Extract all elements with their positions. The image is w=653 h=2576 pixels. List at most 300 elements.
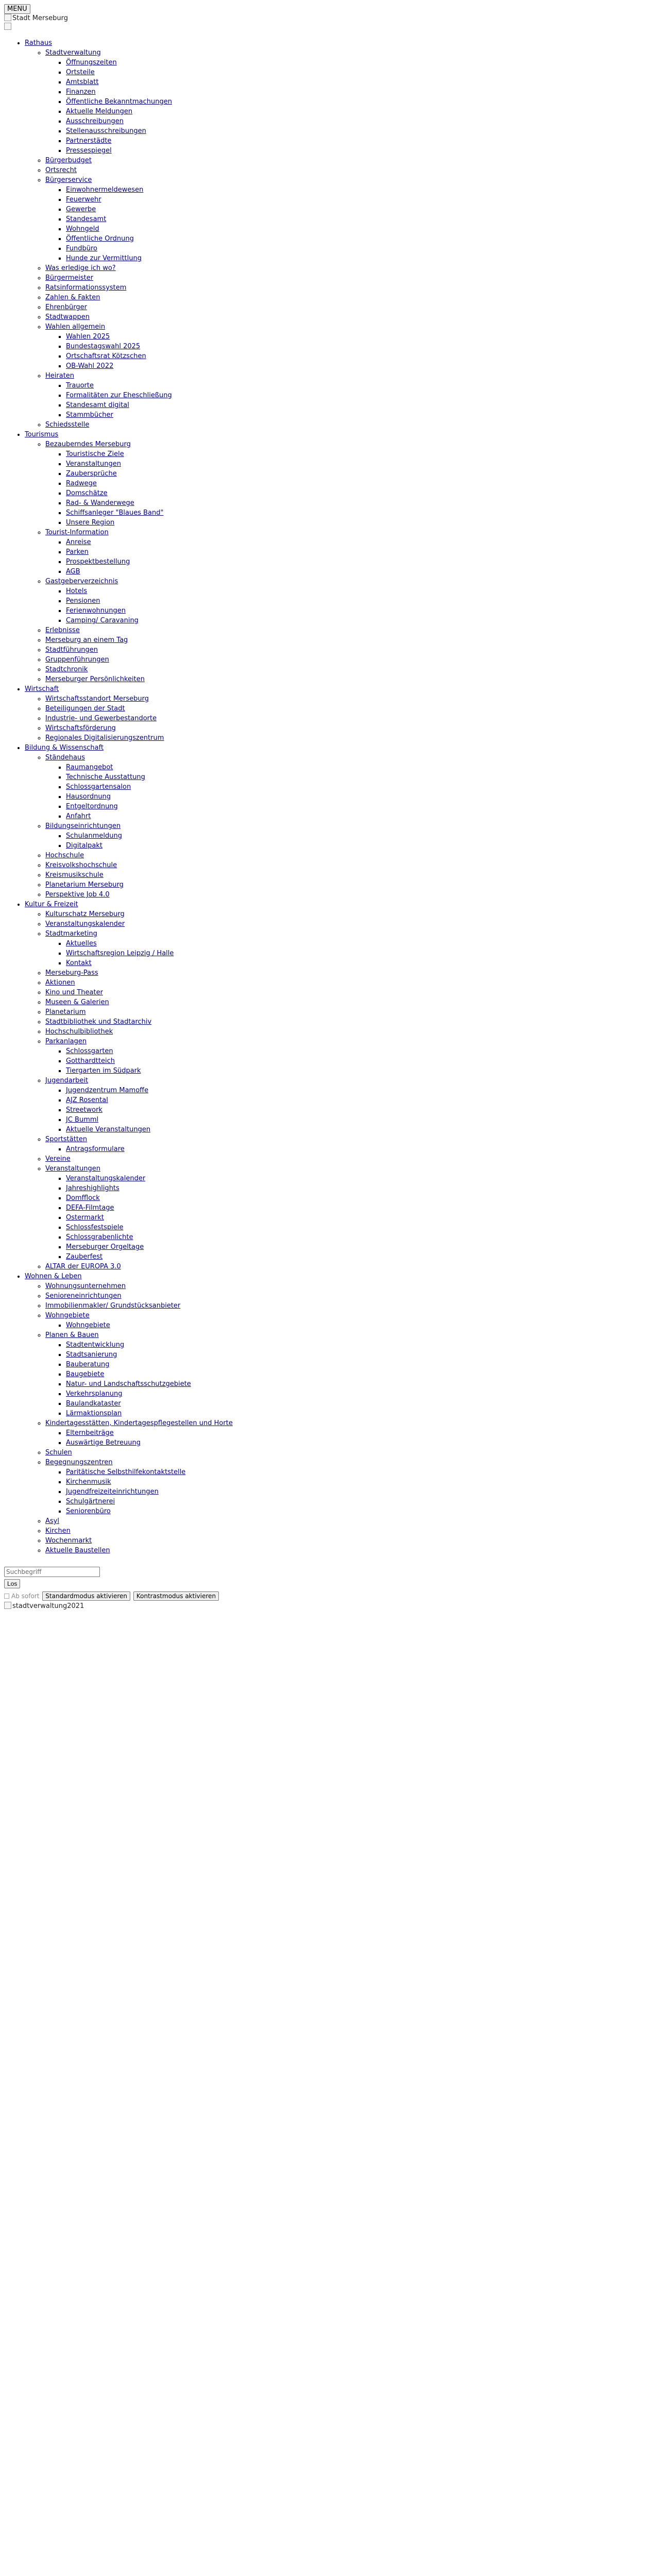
nav-link-zahlen-fakten[interactable]: Zahlen & Fakten (45, 294, 100, 301)
nav-list-level-3 (45, 1467, 649, 1516)
nav-link-standesamt[interactable]: Standesamt (66, 215, 107, 223)
nav-link-stammbucher[interactable]: Stammbücher (66, 411, 113, 419)
nav-item-einwohnermeldewesen (66, 185, 649, 195)
nav-item-standesamt (66, 214, 649, 224)
nav-link-kreisvolkshochschule[interactable]: Kreisvolkshochschule (45, 861, 117, 869)
nav-link-gastgeberverzeichnis[interactable]: Gastgeberverzeichnis (45, 578, 118, 585)
nav-link-stadtsanierung[interactable]: Stadtsanierung (66, 1351, 117, 1359)
nav-item-erlebnisse (45, 625, 649, 635)
nav-link-schiffsanleger-blaues-band[interactable]: Schiffsanleger "Blaues Band" (66, 509, 164, 517)
nav-list-level-3 (45, 831, 649, 851)
nav-item-jugendzentrum-mamoffe (66, 1086, 649, 1095)
nav-link-wirtschaftsstandort-merseburg[interactable]: Wirtschaftsstandort Merseburg (45, 695, 149, 703)
nav-list-level-3 (45, 762, 649, 821)
nav-item-veranstaltungen (45, 1164, 649, 1262)
nav-link-schulgartnerei[interactable]: Schulgärtnerei (66, 1498, 115, 1505)
nav-link-bildung-wissenschaft[interactable]: Bildung & Wissenschaft (25, 744, 104, 752)
nav-item-standehaus (45, 753, 649, 821)
nav-item-aktuelle-veranstaltungen (66, 1125, 649, 1134)
nav-item-schlossgrabenlichte (66, 1232, 649, 1242)
nav-link-aktionen[interactable]: Aktionen (45, 979, 75, 987)
nav-link-stadtverwaltung[interactable]: Stadtverwaltung (45, 49, 101, 57)
nav-link-standehaus[interactable]: Ständehaus (45, 754, 85, 761)
nav-item-kirchenmusik (66, 1477, 649, 1487)
small-checkbox-icon (4, 1594, 9, 1599)
nav-item-wirtschaftsregion-leipzig-halle (66, 948, 649, 958)
nav-item-kindertagesstatten-kindertagespflegestellen-und-horte (45, 1418, 649, 1448)
nav-list-level-3 (45, 1086, 649, 1134)
nav-list-level-3 (45, 939, 649, 968)
nav-item-gotthardtteich (66, 1056, 649, 1066)
nav-item-radwege (66, 479, 649, 488)
nav-link-partnerstadte[interactable]: Partnerstädte (66, 137, 112, 145)
nav-item-stadtchronik (45, 665, 649, 674)
search-input[interactable] (4, 1567, 100, 1577)
nav-item-vereine (45, 1154, 649, 1164)
nav-list-level-3 (45, 586, 649, 625)
nav-link-hotels[interactable]: Hotels (66, 587, 88, 595)
nav-item-pressespiegel (66, 146, 649, 156)
nav-item-aktuelle-baustellen (45, 1546, 649, 1555)
nav-item-anfahrt (66, 811, 649, 821)
nav-link-finanzen[interactable]: Finanzen (66, 88, 96, 96)
nav-link-unsere-region[interactable]: Unsere Region (66, 519, 115, 527)
broken-image-icon (4, 1602, 11, 1609)
nav-link-stellenausschreibungen[interactable]: Stellenausschreibungen (66, 127, 146, 135)
nav-item-begegnungszentren (45, 1458, 649, 1516)
nav-link-perspektive-job-4-0[interactable]: Perspektive Job 4.0 (45, 891, 110, 899)
nav-link-wahlen-2025[interactable]: Wahlen 2025 (66, 333, 110, 341)
nav-link-offentliche-ordnung[interactable]: Öffentliche Ordnung (66, 235, 134, 243)
nav-link-seniorenburo[interactable]: Seniorenbüro (66, 1507, 111, 1515)
nav-link-merseburg-pass[interactable]: Merseburg-Pass (45, 969, 98, 977)
nav-item-planen-bauen (45, 1330, 649, 1418)
nav-list-level-2 (25, 909, 649, 1272)
nav-link-aktuelle-meldungen[interactable]: Aktuelle Meldungen (66, 108, 133, 115)
nav-item-baulandkataster (66, 1399, 649, 1409)
nav-item-jugendfreizeiteinrichtungen (66, 1487, 649, 1497)
nav-link-wirtschaftsforderung[interactable]: Wirtschaftsförderung (45, 724, 116, 732)
nav-link-pressespiegel[interactable]: Pressespiegel (66, 147, 112, 155)
nav-link-schlossgarten[interactable]: Schlossgarten (66, 1047, 113, 1055)
nav-item-schlossgartensalon (66, 782, 649, 792)
nav-item-stellenausschreibungen (66, 126, 649, 136)
nav-link-erlebnisse[interactable]: Erlebnisse (45, 626, 80, 634)
nav-link-kirchen[interactable]: Kirchen (45, 1527, 71, 1535)
nav-link-wohnungsunternehmen[interactable]: Wohnungsunternehmen (45, 1282, 126, 1290)
nav-link-jugendfreizeiteinrichtungen[interactable]: Jugendfreizeiteinrichtungen (66, 1488, 159, 1496)
nav-link-paritatische-selbsthilfekontaktstelle[interactable]: Paritätische Selbsthilfekontaktstelle (66, 1468, 186, 1476)
nav-item-partnerstadte (66, 136, 649, 146)
nav-link-kreismusikschule[interactable]: Kreismusikschule (45, 871, 104, 879)
nav-link-technische-ausstattung[interactable]: Technische Ausstattung (66, 773, 145, 781)
nav-item-regionales-digitalisierungszentrum (45, 733, 649, 743)
nav-item-zauberspruche (66, 469, 649, 479)
nav-link-rad-wanderwege[interactable]: Rad- & Wanderwege (66, 499, 134, 507)
small-text: Ab sofort (11, 1592, 40, 1600)
main-navigation (4, 38, 649, 1555)
nav-link-feuerwehr[interactable]: Feuerwehr (66, 196, 101, 204)
search-form (4, 1567, 649, 1588)
nav-link-merseburger-orgeltage[interactable]: Merseburger Orgeltage (66, 1243, 144, 1251)
nav-link-merseburg-an-einem-tag[interactable]: Merseburg an einem Tag (45, 636, 128, 644)
nav-item-wohngebiete (45, 1311, 649, 1330)
nav-item-camping-caravaning (66, 616, 649, 625)
nav-item-schulanmeldung (66, 831, 649, 841)
nav-list-level-1 (4, 38, 649, 1555)
nav-link-standesamt-digital[interactable]: Standesamt digital (66, 401, 129, 409)
nav-link-anreise[interactable]: Anreise (66, 538, 91, 546)
nav-item-gastgeberverzeichnis (45, 577, 649, 625)
nav-link-stadtfuhrungen[interactable]: Stadtführungen (45, 646, 98, 654)
nav-item-rathaus (25, 38, 649, 430)
nav-link-einwohnermeldewesen[interactable]: Einwohnermeldewesen (66, 186, 144, 194)
nav-link-stadtchronik[interactable]: Stadtchronik (45, 666, 88, 673)
nav-item-kreisvolkshochschule (45, 860, 649, 870)
nav-link-jugendzentrum-mamoffe[interactable]: Jugendzentrum Mamoffe (66, 1087, 149, 1094)
nav-link-natur-und-landschaftsschutzgebiete[interactable]: Natur- und Landschaftsschutzgebiete (66, 1380, 191, 1388)
nav-item-bundestagswahl-2025 (66, 342, 649, 351)
nav-item-hausordnung (66, 792, 649, 802)
nav-list-level-2 (25, 753, 649, 900)
nav-link-jc-bumml[interactable]: JC Bumml (66, 1116, 99, 1124)
nav-list-level-3 (45, 1144, 649, 1154)
nav-item-antragsformulare (66, 1144, 649, 1154)
nav-link-anfahrt[interactable]: Anfahrt (66, 812, 91, 820)
nav-link-aktuelle-baustellen[interactable]: Aktuelle Baustellen (45, 1547, 110, 1554)
nav-link-parken[interactable]: Parken (66, 548, 89, 556)
nav-link-elternbeitrage[interactable]: Elternbeiträge (66, 1429, 114, 1437)
nav-link-sportstatten[interactable]: Sportstätten (45, 1136, 88, 1143)
nav-item-seniorenburo (66, 1506, 649, 1516)
nav-item-aktuelle-meldungen (66, 107, 649, 116)
nav-item-veranstaltungskalender (66, 1174, 649, 1183)
nav-link-tourismus[interactable]: Tourismus (25, 431, 59, 438)
nav-item-asyl (45, 1516, 649, 1526)
nav-item-wochenmarkt (45, 1536, 649, 1546)
nav-item-parken (66, 547, 649, 557)
nav-link-industrie-und-gewerbestandorte[interactable]: Industrie- und Gewerbestandorte (45, 715, 157, 722)
nav-item-bauberatung (66, 1360, 649, 1369)
nav-link-ratsinformationssystem[interactable]: Ratsinformationssystem (45, 284, 127, 292)
nav-link-hausordnung[interactable]: Hausordnung (66, 793, 111, 801)
nav-list-level-2 (25, 439, 649, 684)
menu-button[interactable]: MENU (4, 4, 30, 14)
nav-link-pensionen[interactable]: Pensionen (66, 597, 100, 605)
nav-link-prospektbestellung[interactable]: Prospektbestellung (66, 558, 130, 566)
nav-link-veranstaltungskalender[interactable]: Veranstaltungskalender (66, 1175, 146, 1182)
nav-item-hochschule (45, 851, 649, 860)
nav-item-wohnen-leben (25, 1272, 649, 1555)
nav-link-burgerservice[interactable]: Bürgerservice (45, 176, 92, 184)
nav-link-wohngebiete[interactable]: Wohngebiete (66, 1321, 110, 1329)
nav-link-ehrenburger[interactable]: Ehrenbürger (45, 303, 87, 311)
nav-item-kreismusikschule (45, 870, 649, 880)
nav-item-ostermarkt (66, 1213, 649, 1223)
nav-link-planetarium[interactable]: Planetarium (45, 1008, 86, 1016)
nav-link-tourist-information[interactable]: Tourist-Information (45, 529, 109, 536)
nav-link-offnungszeiten[interactable]: Öffnungszeiten (66, 59, 117, 66)
nav-item-schiedsstelle (45, 420, 649, 430)
nav-item-defa-filmtage (66, 1203, 649, 1213)
nav-link-fundburo[interactable]: Fundbüro (66, 245, 98, 252)
nav-link-schlossfestspiele[interactable]: Schlossfestspiele (66, 1224, 124, 1231)
nav-item-stammbucher (66, 410, 649, 420)
nav-item-hotels (66, 586, 649, 596)
nav-item-aktionen (45, 978, 649, 988)
nav-item-ortsteile (66, 67, 649, 77)
nav-item-planetarium-merseburg (45, 880, 649, 890)
nav-list-level-3 (45, 537, 649, 577)
nav-link-burgermeister[interactable]: Bürgermeister (45, 274, 94, 282)
nav-link-bildungseinrichtungen[interactable]: Bildungseinrichtungen (45, 822, 121, 830)
nav-link-kino-und-theater[interactable]: Kino und Theater (45, 989, 103, 996)
nav-link-baugebiete[interactable]: Baugebiete (66, 1370, 105, 1378)
banner-image (4, 1602, 649, 1611)
nav-item-stadtbibliothek-und-stadtarchiv (45, 1017, 649, 1027)
nav-item-wohngebiete (66, 1320, 649, 1330)
nav-link-kultur-freizeit[interactable]: Kultur & Freizeit (25, 901, 78, 908)
nav-list-level-3 (45, 1428, 649, 1448)
nav-item-was-erledige-ich-wo (45, 263, 649, 273)
nav-item-verkehrsplanung (66, 1389, 649, 1399)
nav-link-wohngebiete[interactable]: Wohngebiete (45, 1312, 90, 1319)
nav-item-kino-und-theater (45, 988, 649, 997)
nav-item-merseburg-pass (45, 968, 649, 978)
nav-item-senioreneinrichtungen (45, 1291, 649, 1301)
nav-link-heiraten[interactable]: Heiraten (45, 372, 75, 380)
nav-item-amtsblatt (66, 77, 649, 87)
nav-link-ob-wahl-2022[interactable]: OB-Wahl 2022 (66, 362, 114, 370)
broken-image-icon (4, 14, 11, 21)
nav-link-streetwork[interactable]: Streetwork (66, 1106, 102, 1114)
nav-item-ferienwohnungen (66, 606, 649, 616)
nav-link-wirtschaftsregion-leipzig-halle[interactable]: Wirtschaftsregion Leipzig / Halle (66, 950, 174, 957)
nav-link-ortsteile[interactable]: Ortsteile (66, 69, 95, 76)
nav-item-digitalpakt (66, 841, 649, 851)
nav-link-baulandkataster[interactable]: Baulandkataster (66, 1400, 121, 1408)
nav-item-natur-und-landschaftsschutzgebiete (66, 1379, 649, 1389)
nav-link-parkanlagen[interactable]: Parkanlagen (45, 1038, 87, 1045)
nav-link-kindertagesstatten-kindertagespflegestellen-und-horte[interactable]: Kindertagesstätten, Kindertagespflegestellen und Horte (45, 1419, 233, 1427)
nav-item-agb (66, 567, 649, 577)
nav-link-schlossgrabenlichte[interactable]: Schlossgrabenlichte (66, 1233, 133, 1241)
nav-list-level-3 (45, 381, 649, 420)
nav-item-wirtschaftsforderung (45, 723, 649, 733)
nav-item-technische-ausstattung (66, 772, 649, 782)
nav-item-stadtwappen (45, 312, 649, 322)
nav-link-stadtwappen[interactable]: Stadtwappen (45, 313, 90, 321)
nav-link-rathaus[interactable]: Rathaus (25, 39, 53, 47)
nav-link-stadtmarketing[interactable]: Stadtmarketing (45, 930, 97, 938)
nav-link-amtsblatt[interactable]: Amtsblatt (66, 78, 99, 86)
nav-link-burgerbudget[interactable]: Bürgerbudget (45, 157, 92, 164)
nav-link-altar-der-europa-3-0[interactable]: ALTAR der EUROPA 3.0 (45, 1263, 121, 1270)
nav-item-zauberfest (66, 1252, 649, 1262)
nav-item-veranstaltungen (66, 459, 649, 469)
nav-link-aktuelles[interactable]: Aktuelles (66, 940, 97, 947)
logo-image[interactable] (4, 14, 649, 23)
nav-link-veranstaltungskalender[interactable]: Veranstaltungskalender (45, 920, 125, 928)
nav-link-wohngeld[interactable]: Wohngeld (66, 225, 99, 233)
nav-link-agb[interactable]: AGB (66, 568, 80, 575)
nav-link-digitalpakt[interactable]: Digitalpakt (66, 842, 103, 850)
nav-item-bezauberndes-merseburg (45, 439, 649, 528)
nav-item-pensionen (66, 596, 649, 606)
nav-item-formalitaten-zur-eheschlie-ung (66, 391, 649, 400)
nav-link-planen-bauen[interactable]: Planen & Bauen (45, 1331, 99, 1339)
nav-link-gotthardtteich[interactable]: Gotthardtteich (66, 1057, 115, 1065)
nav-list-level-3 (45, 332, 649, 371)
nav-link-stadtbibliothek-und-stadtarchiv[interactable]: Stadtbibliothek und Stadtarchiv (45, 1018, 152, 1026)
nav-item-schulgartnerei (66, 1497, 649, 1506)
search-button[interactable]: Los (4, 1579, 20, 1588)
nav-link-verkehrsplanung[interactable]: Verkehrsplanung (66, 1390, 123, 1398)
nav-item-heiraten (45, 371, 649, 420)
nav-link-was-erledige-ich-wo[interactable]: Was erledige ich wo? (45, 264, 116, 272)
nav-item-immobilienmakler-grundstucksanbieter (45, 1301, 649, 1311)
nav-link-kirchenmusik[interactable]: Kirchenmusik (66, 1478, 111, 1486)
nav-link-asyl[interactable]: Asyl (45, 1517, 59, 1525)
nav-link-offentliche-bekanntmachungen[interactable]: Öffentliche Bekanntmachungen (66, 98, 173, 106)
nav-list-level-3 (45, 58, 649, 156)
nav-link-hunde-zur-vermittlung[interactable]: Hunde zur Vermittlung (66, 255, 142, 262)
nav-link-zauberspruche[interactable]: Zaubersprüche (66, 470, 117, 478)
nav-link-radwege[interactable]: Radwege (66, 480, 97, 487)
nav-link-schulen[interactable]: Schulen (45, 1449, 72, 1456)
nav-link-schulanmeldung[interactable]: Schulanmeldung (66, 832, 122, 840)
nav-link-trauorte[interactable]: Trauorte (66, 382, 94, 389)
nav-link-museen-galerien[interactable]: Museen & Galerien (45, 998, 109, 1006)
nav-item-tourist-information (45, 528, 649, 577)
nav-item-aktuelles (66, 939, 649, 948)
nav-link-ajz-rosental[interactable]: AJZ Rosental (66, 1096, 108, 1104)
nav-link-veranstaltungen[interactable]: Veranstaltungen (45, 1165, 100, 1173)
nav-link-begegnungszentren[interactable]: Begegnungszentren (45, 1459, 113, 1466)
nav-link-bundestagswahl-2025[interactable]: Bundestagswahl 2025 (66, 343, 141, 350)
nav-link-veranstaltungen[interactable]: Veranstaltungen (66, 460, 121, 468)
nav-item-altar-der-europa-3-0 (45, 1262, 649, 1272)
nav-item-museen-galerien (45, 997, 649, 1007)
nav-link-tiergarten-im-sudpark[interactable]: Tiergarten im Südpark (66, 1067, 141, 1075)
nav-link-immobilienmakler-grundstucksanbieter[interactable]: Immobilienmakler/ Grundstücksanbieter (45, 1302, 181, 1310)
nav-link-schiedsstelle[interactable]: Schiedsstelle (45, 421, 90, 429)
nav-link-hochschule[interactable]: Hochschule (45, 852, 84, 859)
nav-item-offentliche-ordnung (66, 234, 649, 244)
nav-item-beteiligungen-der-stadt (45, 704, 649, 714)
nav-item-domfflock (66, 1193, 649, 1203)
nav-link-wochenmarkt[interactable]: Wochenmarkt (45, 1537, 92, 1545)
nav-list-level-2 (25, 1281, 649, 1555)
nav-link-ausschreibungen[interactable]: Ausschreibungen (66, 117, 124, 125)
nav-link-bezauberndes-merseburg[interactable]: Bezauberndes Merseburg (45, 440, 131, 448)
nav-item-ob-wahl-2022 (66, 361, 649, 371)
nav-item-kultur-freizeit (25, 900, 649, 1272)
standard-mode-button[interactable]: Standardmodus aktivieren (42, 1591, 130, 1601)
nav-link-camping-caravaning[interactable]: Camping/ Caravaning (66, 617, 139, 624)
nav-link-raumangebot[interactable]: Raumangebot (66, 764, 113, 771)
nav-item-schlossgarten (66, 1046, 649, 1056)
nav-link-wohnen-leben[interactable]: Wohnen & Leben (25, 1273, 82, 1280)
nav-link-aktuelle-veranstaltungen[interactable]: Aktuelle Veranstaltungen (66, 1126, 151, 1133)
nav-item-ausschreibungen (66, 116, 649, 126)
nav-link-beteiligungen-der-stadt[interactable]: Beteiligungen der Stadt (45, 705, 125, 713)
nav-item-schlossfestspiele (66, 1223, 649, 1232)
nav-item-industrie-und-gewerbestandorte (45, 714, 649, 723)
nav-item-gruppenfuhrungen (45, 655, 649, 665)
nav-link-defa-filmtage[interactable]: DEFA-Filmtage (66, 1204, 114, 1212)
nav-link-planetarium-merseburg[interactable]: Planetarium Merseburg (45, 881, 124, 889)
nav-list-level-2 (25, 48, 649, 430)
nav-link-jugendarbeit[interactable]: Jugendarbeit (45, 1077, 89, 1084)
nav-link-bauberatung[interactable]: Bauberatung (66, 1361, 110, 1368)
nav-item-kulturschatz-merseburg (45, 909, 649, 919)
nav-item-offentliche-bekanntmachungen (66, 97, 649, 107)
nav-item-wohngeld (66, 224, 649, 234)
nav-link-stadtentwicklung[interactable]: Stadtentwicklung (66, 1341, 125, 1349)
nav-link-wirtschaft[interactable]: Wirtschaft (25, 685, 59, 693)
nav-item-ortschaftsrat-kotzschen (66, 351, 649, 361)
nav-link-gruppenfuhrungen[interactable]: Gruppenführungen (45, 656, 109, 664)
nav-item-trauorte (66, 381, 649, 391)
nav-item-raumangebot (66, 762, 649, 772)
nav-link-domfflock[interactable]: Domfflock (66, 1194, 100, 1202)
nav-link-auswartige-betreuung[interactable]: Auswärtige Betreuung (66, 1439, 141, 1447)
nav-link-zauberfest[interactable]: Zauberfest (66, 1253, 103, 1261)
nav-item-merseburg-an-einem-tag (45, 635, 649, 645)
nav-item-bildungseinrichtungen (45, 821, 649, 851)
nav-item-burgermeister (45, 273, 649, 283)
nav-link-gewerbe[interactable]: Gewerbe (66, 206, 96, 213)
nav-link-ferienwohnungen[interactable]: Ferienwohnungen (66, 607, 126, 615)
nav-link-ortschaftsrat-kotzschen[interactable]: Ortschaftsrat Kötzschen (66, 352, 146, 360)
nav-link-vereine[interactable]: Vereine (45, 1155, 71, 1163)
nav-link-kulturschatz-merseburg[interactable]: Kulturschatz Merseburg (45, 910, 125, 918)
nav-link-kontakt[interactable]: Kontakt (66, 959, 92, 967)
nav-item-merseburger-personlichkeiten (45, 674, 649, 684)
nav-link-domschatze[interactable]: Domschätze (66, 489, 108, 497)
nav-link-senioreneinrichtungen[interactable]: Senioreneinrichtungen (45, 1292, 122, 1300)
nav-link-schlossgartensalon[interactable]: Schlossgartensalon (66, 783, 131, 791)
display-mode-toggles (4, 1591, 649, 1601)
nav-item-domschatze (66, 488, 649, 498)
nav-link-ostermarkt[interactable]: Ostermarkt (66, 1214, 104, 1222)
nav-list-level-3 (45, 449, 649, 528)
nav-link-antragsformulare[interactable]: Antragsformulare (66, 1145, 125, 1153)
nav-item-tourismus (25, 430, 649, 684)
nav-item-unsere-region (66, 518, 649, 528)
nav-link-entgeltordnung[interactable]: Entgeltordnung (66, 803, 118, 810)
nav-link-formalitaten-zur-eheschlie-ung[interactable]: Formalitäten zur Eheschließung (66, 392, 172, 399)
nav-link-larmaktionsplan[interactable]: Lärmaktionsplan (66, 1410, 122, 1417)
nav-item-baugebiete (66, 1369, 649, 1379)
nav-item-jc-bumml (66, 1115, 649, 1125)
nav-link-touristische-ziele[interactable]: Touristische Ziele (66, 450, 124, 458)
nav-item-zahlen-fakten (45, 293, 649, 302)
nav-item-ortsrecht (45, 165, 649, 175)
nav-link-merseburger-personlichkeiten[interactable]: Merseburger Persönlichkeiten (45, 675, 145, 683)
nav-item-jugendarbeit (45, 1076, 649, 1134)
nav-item-stadtfuhrungen (45, 645, 649, 655)
nav-link-regionales-digitalisierungszentrum[interactable]: Regionales Digitalisierungszentrum (45, 734, 164, 742)
nav-link-wahlen-allgemein[interactable]: Wahlen allgemein (45, 323, 106, 331)
nav-item-kontakt (66, 958, 649, 968)
nav-link-jahreshighlights[interactable]: Jahreshighlights (66, 1184, 119, 1192)
nav-item-sportstatten (45, 1134, 649, 1154)
contrast-mode-button[interactable]: Kontrastmodus aktivieren (133, 1591, 219, 1601)
nav-link-ortsrecht[interactable]: Ortsrecht (45, 166, 77, 174)
nav-link-hochschulbibliothek[interactable]: Hochschulbibliothek (45, 1028, 113, 1036)
